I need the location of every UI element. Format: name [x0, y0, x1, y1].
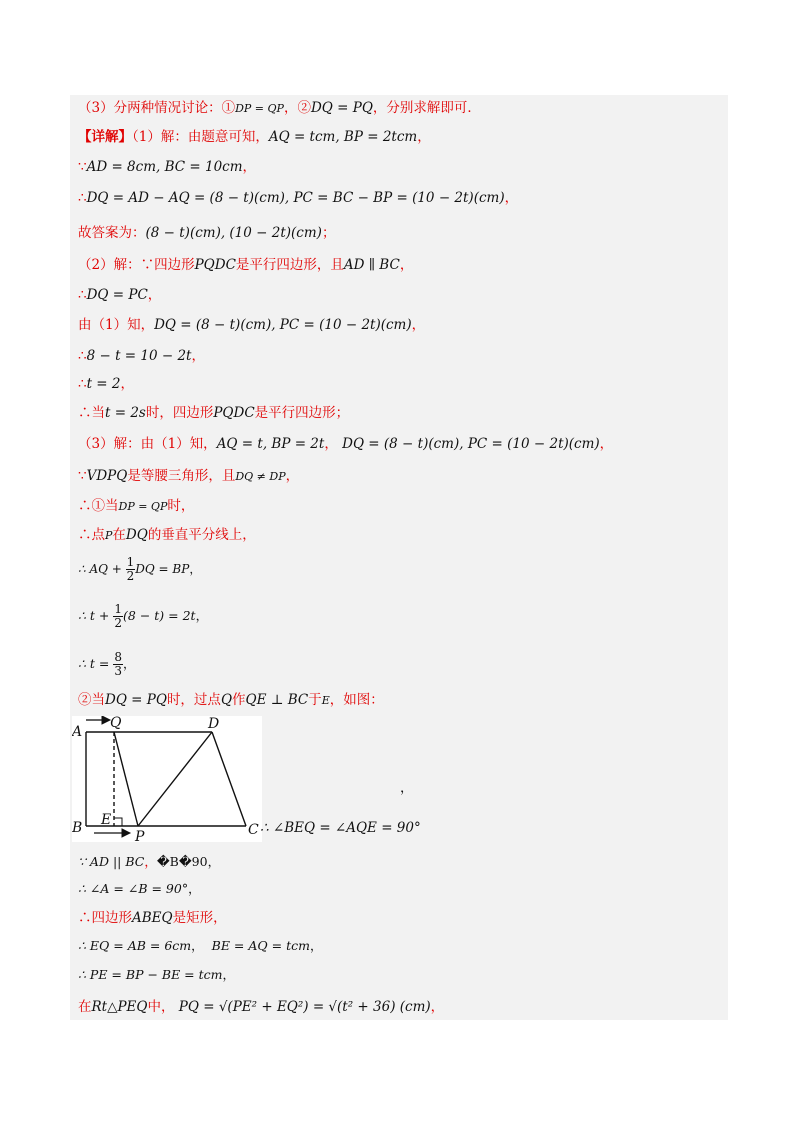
text: ∴四边形: [78, 910, 132, 926]
label-q: Q: [110, 716, 122, 731]
fraction: [126, 556, 136, 583]
text: 是矩形，: [172, 910, 227, 926]
text: ，: [191, 348, 205, 364]
detail-line-1: [78, 128, 431, 146]
text: ∴当: [78, 405, 105, 421]
part2-conclusion: [78, 404, 349, 422]
text: ，: [285, 468, 300, 484]
eq-line: [78, 937, 322, 955]
pe-line: [78, 966, 235, 984]
math: P: [105, 529, 113, 542]
text: ，: [147, 287, 162, 303]
numerator: 8: [114, 650, 123, 664]
math: PQDC: [194, 257, 236, 273]
math: ∴ EQ = AB = 6cm: [78, 938, 192, 953]
floating-comma: ，: [400, 780, 414, 796]
text: ，: [417, 129, 431, 145]
text: 是平行四边形；: [254, 405, 350, 421]
therefore-symbol: ∴: [78, 348, 87, 364]
text: ，: [324, 436, 338, 452]
math: DQ = PQ: [105, 692, 167, 708]
text: 在: [78, 999, 92, 1015]
segment-dc: [212, 732, 246, 826]
denominator: 2: [114, 616, 123, 630]
text: ，如图：: [329, 692, 384, 708]
label-c: C: [248, 822, 259, 838]
text: 由（1）知，: [78, 317, 155, 333]
part2-line-3: [78, 316, 425, 334]
text: ，: [430, 999, 445, 1015]
math: ∴ t +: [78, 608, 114, 623]
text: ；: [321, 225, 336, 241]
text: ，: [222, 967, 236, 982]
text: ，: [309, 938, 323, 953]
fraction: [113, 603, 123, 630]
math: DQ = AD − AQ = (8 − t)(cm), PC = BC − BP = (10 − 2t)(cm): [86, 190, 505, 206]
text: ，: [123, 656, 136, 671]
case2-line: [78, 691, 384, 710]
arrow-b-head: [122, 829, 130, 837]
math: AD ∥ BC: [343, 257, 400, 273]
math: AD = 8cm, BC = 10cm: [86, 159, 243, 175]
math: E: [321, 694, 330, 707]
parallel-line: [78, 853, 220, 871]
text: ∴点: [78, 527, 105, 543]
math: Q: [220, 692, 233, 708]
math: AQ = t, BP = 2t: [216, 436, 325, 452]
math: DP = QP: [118, 500, 168, 513]
text: 时，过点: [166, 692, 221, 708]
text: ，: [399, 257, 414, 273]
text: ②当: [78, 692, 105, 708]
text: 中，: [147, 999, 175, 1015]
text: 时，四边形: [145, 405, 214, 421]
text: 是等腰三角形，且: [127, 468, 236, 484]
text: ，: [207, 854, 221, 869]
therefore-symbol: ∴: [78, 287, 87, 303]
text: （3）分两种情况讨论：①: [78, 100, 236, 116]
label-a: A: [72, 724, 83, 740]
math: DQ = BP: [135, 562, 190, 576]
part3-line-2: [78, 467, 299, 486]
label-b: B: [72, 820, 83, 836]
figure-svg: [72, 716, 262, 842]
text: ，: [144, 854, 157, 869]
because-symbol: ∵: [78, 468, 87, 484]
label-d: D: [208, 716, 220, 732]
text: 作: [232, 692, 246, 708]
math: ∴ t =: [78, 656, 114, 671]
math: ∴ ∠A = ∠B = 90°: [78, 881, 189, 896]
math: t = 2: [86, 376, 121, 392]
math: BE = AQ = tcm: [211, 938, 310, 953]
text: ，: [599, 436, 614, 452]
text: （3）解：由（1）知，: [78, 436, 217, 452]
text: ∴①当: [78, 498, 119, 514]
text: ，: [120, 376, 135, 392]
text: （1）解：由题意可知，: [132, 129, 269, 145]
text: ，: [191, 938, 204, 953]
case1-bisector-line: [78, 526, 256, 545]
denominator: 3: [114, 664, 123, 678]
math: DQ = PQ: [310, 100, 373, 116]
text: ，: [504, 190, 519, 206]
text: 是平行四边形，且: [235, 257, 344, 273]
text: 的垂直平分线上，: [147, 527, 256, 543]
math: ABEQ: [132, 910, 173, 926]
part2-line-2: [78, 286, 161, 304]
analysis-line-3: [78, 99, 481, 118]
segment-pd: [138, 732, 212, 826]
math: DQ = PC: [86, 287, 148, 303]
math: DQ: [125, 527, 148, 543]
text: 故答案为：: [78, 225, 146, 241]
case1-line: [78, 497, 194, 516]
angle-line: [78, 880, 201, 898]
because-symbol: ∵: [78, 159, 87, 175]
numerator: 1: [126, 555, 135, 569]
text: 在: [112, 527, 126, 543]
text: 于: [308, 692, 322, 708]
math: ∴ PE = BP − BE = tcm: [78, 967, 223, 982]
math: (8 − t) = 2t: [123, 608, 196, 623]
part2-line-1: [78, 256, 413, 274]
case1-eq-1: [78, 556, 201, 583]
text: ，分别求解即可．: [372, 100, 481, 116]
pythagoras-line: [78, 998, 444, 1016]
case1-eq-2: [78, 603, 208, 630]
denominator: 2: [126, 569, 135, 583]
text: ，: [411, 317, 426, 333]
label-p: P: [135, 829, 145, 842]
text: ，: [188, 881, 201, 896]
right-angle-mark: [114, 818, 122, 826]
rectangle-line: [78, 909, 227, 927]
angle-equality: ∴ ∠BEQ = ∠AQE = 90°: [260, 820, 421, 836]
fraction: [113, 651, 123, 678]
math: 8 − t = 10 − 2t: [86, 348, 192, 364]
detail-label: 【详解】: [78, 129, 132, 145]
label-e: E: [101, 812, 112, 828]
text: ，: [242, 159, 257, 175]
text: （2）解：∵四边形: [78, 257, 195, 273]
math: PQ = √(PE² + EQ²) = √(t² + 36) (cm): [178, 999, 431, 1015]
answer-line-1: [78, 224, 335, 242]
part3-line-1: [78, 435, 613, 453]
math: DQ ≠ DP: [235, 470, 286, 483]
text: 时，: [167, 498, 195, 514]
numerator: 1: [114, 602, 123, 616]
geometry-figure: [72, 716, 262, 842]
math: t = 2s: [105, 405, 146, 421]
math: ∵ AD || BC: [78, 854, 145, 869]
text: ，: [195, 608, 209, 623]
segment-qp: [114, 732, 138, 826]
math: ∴ AQ +: [78, 562, 126, 576]
math: AQ = tcm, BP = 2tcm: [268, 129, 418, 145]
text: ，②: [283, 100, 311, 116]
case1-eq-3: [78, 651, 136, 678]
math: PQDC: [213, 405, 255, 421]
math: DQ = (8 − t)(cm), PC = (10 − 2t)(cm): [154, 317, 412, 333]
therefore-symbol: ∴: [78, 376, 87, 392]
given-line: [78, 158, 256, 176]
math: DP = QP: [235, 102, 284, 115]
math: QE ⊥ BC: [245, 692, 309, 708]
garbled-math: �B�90: [156, 854, 208, 869]
arrow-a-head: [102, 716, 110, 724]
part2-line-4: [78, 347, 205, 365]
text: ，: [189, 562, 202, 576]
math: VDPQ: [86, 468, 128, 484]
math: Rt△PEQ: [91, 999, 148, 1015]
part2-line-5: [78, 375, 134, 393]
math: DQ = (8 − t)(cm), PC = (10 − 2t)(cm): [342, 436, 600, 452]
math: (8 − t)(cm), (10 − 2t)(cm): [145, 225, 322, 241]
dq-pc-line: [78, 189, 518, 207]
therefore-symbol: ∴: [78, 190, 87, 206]
